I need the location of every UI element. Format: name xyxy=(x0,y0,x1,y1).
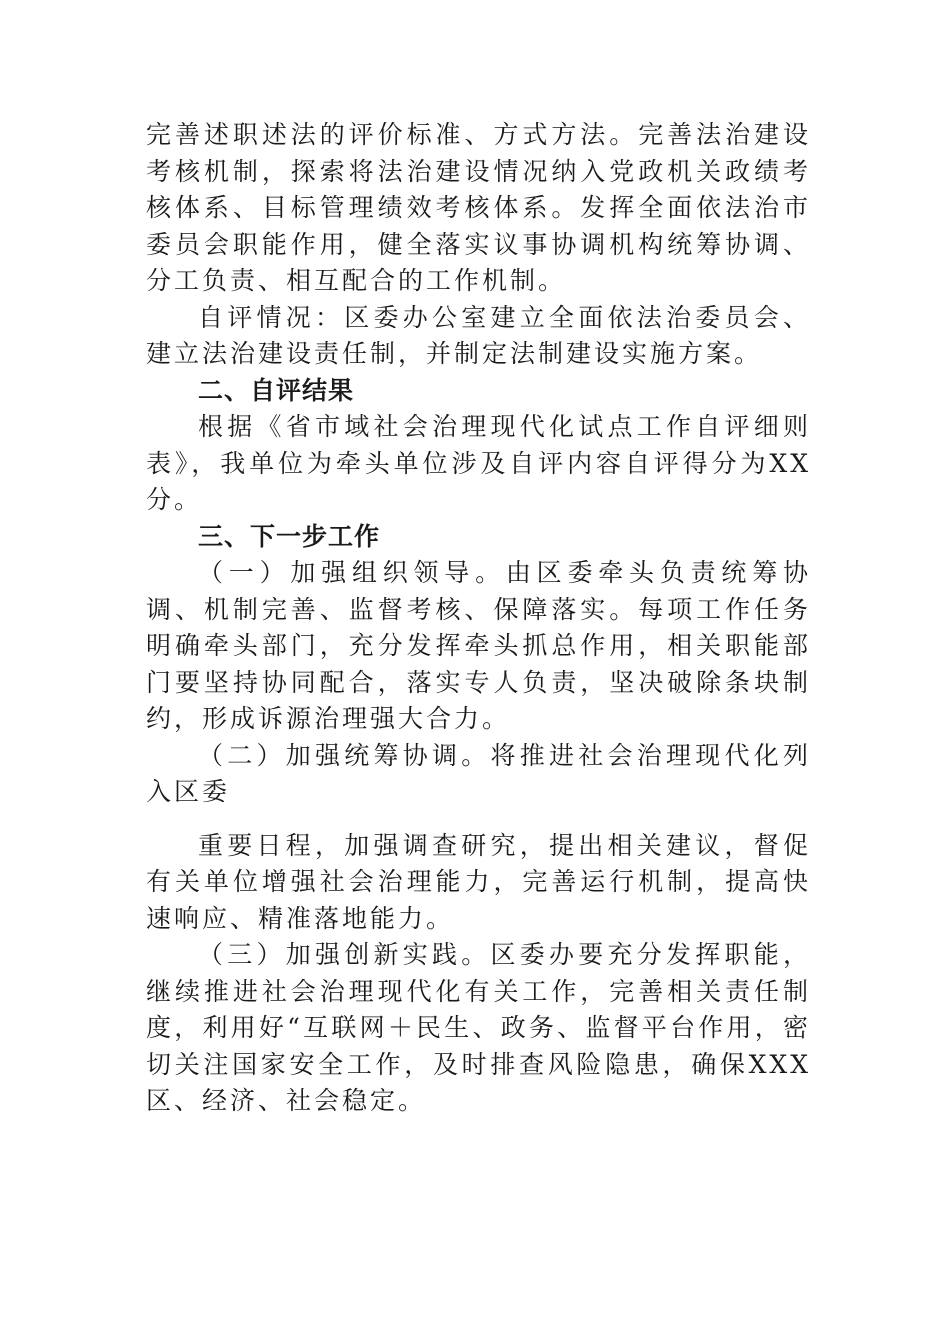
paragraph-evaluation-score: 根据《省市域社会治理现代化试点工作自评细则表》，我单位为牵头单位涉及自评内容自评得分为XX分。 xyxy=(146,412,811,514)
section-heading-self-evaluation-result: 二、自评结果 xyxy=(198,375,355,405)
paragraph-next-step-2: （二）加强统筹协调。将推进社会治理现代化列入区委 xyxy=(146,740,811,806)
document-body xyxy=(146,117,811,1120)
paragraph-continuation: 完善述职述法的评价标准、方式方法。完善法治建设考核机制，探索将法治建设情况纳入党政机关政绩考核体系、目标管理绩效考核体系。发挥全面依法治市委员会职能作用，健全落实议事协调机构统筹协调、分工负责、相互配合的工作机制。 xyxy=(146,120,811,295)
paragraph-next-step-1: （一）加强组织领导。由区委牵头负责统筹协调、机制完善、监督考核、保障落实。每项工作任务明确牵头部门，充分发挥牵头抓总作用，相关职能部门要坚持协同配合，落实专人负责，坚决破除条块制约，形成诉源治理强大合力。 xyxy=(146,558,811,733)
paragraph-next-step-3: （三）加强创新实践。区委办要充分发挥职能，继续推进社会治理现代化有关工作，完善相关责任制度，利用好“互联网＋民生、政务、监督平台作用，密切关注国家安全工作，及时排查风险隐患，确保XXX区、经济、社会稳定。 xyxy=(146,940,811,1115)
paragraph-self-evaluation: 自评情况：区委办公室建立全面依法治委员会、建立法治建设责任制，并制定法制建设实施方案。 xyxy=(146,302,811,368)
paragraph-next-step-2-continued: 重要日程，加强调查研究，提出相关建议，督促有关单位增强社会治理能力，完善运行机制，提高快速响应、精准落地能力。 xyxy=(146,830,811,933)
section-heading-next-steps: 三、下一步工作 xyxy=(198,521,381,551)
